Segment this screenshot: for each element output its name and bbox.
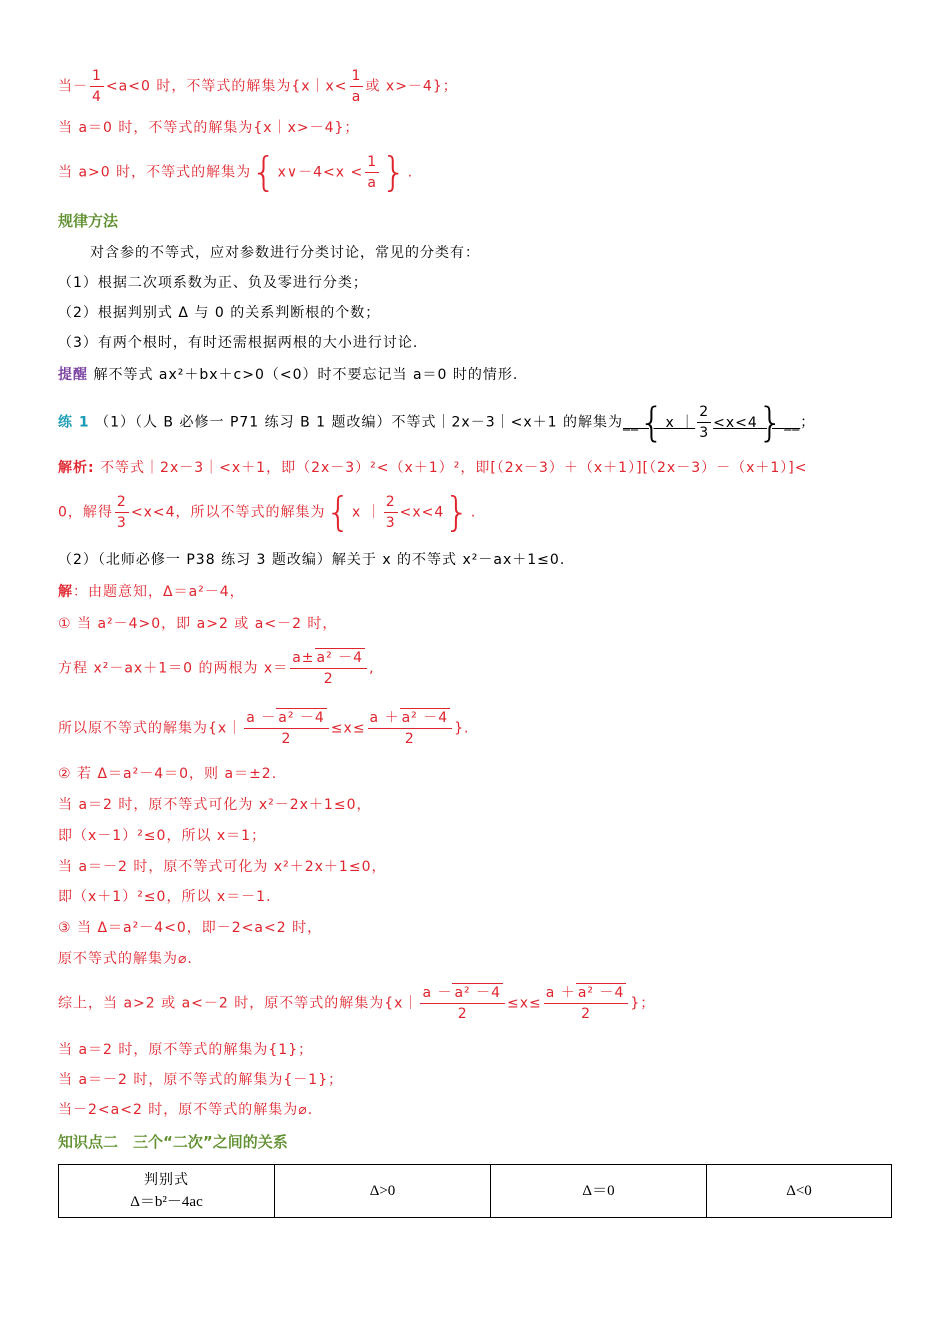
rule-item-3: （3）有两个根时，有时还需根据两根的大小进行讨论.	[58, 335, 419, 351]
solve-line-x1: 即（x－1）²≤0，所以 x＝1；	[58, 828, 267, 844]
table-row	[59, 1165, 892, 1218]
answer-blank: __{x ｜ $\frac{2}{3}$ <x<4}__	[622, 399, 801, 446]
solve-line-a-neg2: 当 a＝－2 时，原不等式可化为 x²＋2x＋1≤0，	[58, 859, 387, 875]
solve-line-1: 解：由题意知，Δ＝a²－4，	[58, 584, 245, 600]
rule-method-heading: 规律方法	[58, 212, 119, 230]
rule-intro: 对含参的不等式，应对参数进行分类讨论，常见的分类有：	[90, 245, 480, 261]
solution-line-1: 解析: 不等式｜2x－3｜<x＋1，即（2x－3）²<（x＋1）²，即[（2x－3）＋（x＋1）][（2x－3）－（x＋1）]<	[58, 460, 808, 476]
fraction-numerator: 1	[90, 66, 104, 87]
summary-a-neg2: 当 a＝－2 时，原不等式的解集为{－1}；	[58, 1072, 344, 1088]
summary-line: 综上，当 a>2 或 a<－2 时，原不等式的解集为{x｜ $\frac{\text{a － a² －4}}{2}$ ≤x≤ $\frac{\text{a ＋ a² －4}}{2}$ }；	[58, 985, 656, 1022]
solve-solution-set-line: 所以原不等式的解集为{x｜ $\frac{\text{a － a² －4}}{2}$ ≤x≤ $\frac{\text{a ＋ a² －4}}{2}$ }.	[58, 710, 470, 747]
problem-2-line: （2）（北师必修一 P38 练习 3 题改编）解关于 x 的不等式 x²－ax＋1≤0.	[58, 552, 566, 568]
table-header-positive: Δ>0	[275, 1165, 491, 1218]
summary-a2: 当 a＝2 时，原不等式的解集为{1}；	[58, 1042, 314, 1058]
discriminant-table	[58, 1164, 892, 1218]
summary-middle: 当－2<a<2 时，原不等式的解集为⌀.	[58, 1102, 314, 1118]
tip-line: 提醒 解不等式 ax²＋bx＋c>0（<0）时不要忘记当 a＝0 时的情形.	[58, 367, 519, 383]
fraction-numerator: 1	[350, 66, 364, 87]
solve-line-a2: 当 a＝2 时，原不等式可化为 x²－2x＋1≤0，	[58, 797, 372, 813]
fraction-denominator: 4	[92, 89, 102, 105]
solution-line-2: 0，解得 $\frac{2}{3}$ <x<4，所以不等式的解集为{x ｜ $\frac{2}{3}$ <x<4}.	[58, 489, 477, 536]
solve-case-3: ③ 当 Δ＝a²－4<0，即－2<a<2 时，	[58, 920, 323, 936]
solve-roots-line: 方程 x²－ax＋1＝0 的两根为 x＝ $\frac{\text{a± a² －4}}{2}$ ,	[58, 650, 375, 687]
table-header-negative: Δ<0	[707, 1165, 892, 1218]
solve-empty-set: 原不等式的解集为⌀.	[58, 951, 193, 967]
radical: a² －4	[316, 650, 364, 666]
solve-case-1: ① 当 a²－4>0，即 a>2 或 a<－2 时，	[58, 616, 338, 632]
knowledge-point-2-heading: 知识点二 三个“二次”之间的关系	[58, 1133, 288, 1151]
table-header-zero: Δ＝0	[491, 1165, 707, 1218]
solution-label: 解析:	[58, 460, 95, 476]
exercise-1-line: 练 1 （1）（人 B 必修一 P71 练习 B 1 题改编）不等式｜2x－3｜<x＋1 的解集为__{x ｜ $\frac{2}{3}$ <x<4}__；	[58, 399, 816, 446]
table-header-discriminant: 判别式 Δ＝b²－4ac	[59, 1165, 275, 1218]
exercise-label: 练 1	[58, 414, 90, 431]
line-a-negative-case: 当－ $\frac{1}{4}$ <a<0 时，不等式的解集为{x｜x< $\frac{1}{a}$ 或 x>－4}；	[58, 68, 458, 105]
line-a-zero-case: 当 a＝0 时，不等式的解集为{x｜x>－4}；	[58, 120, 360, 136]
line-a-positive-case: 当 a>0 时，不等式的解集为{x∨－4<x < $\frac{1}{a}$ }.	[58, 149, 414, 196]
tip-label: 提醒	[58, 367, 88, 383]
rule-item-2: （2）根据判别式 Δ 与 0 的关系判断根的个数；	[58, 305, 381, 321]
solve-case-2: ② 若 Δ＝a²－4＝0，则 a＝±2.	[58, 766, 278, 782]
fraction-denominator: a	[351, 89, 362, 105]
solve-line-x-neg1: 即（x＋1）²≤0，所以 x＝－1.	[58, 889, 272, 905]
rule-item-1: （1）根据二次项系数为正、负及零进行分类；	[58, 275, 368, 291]
